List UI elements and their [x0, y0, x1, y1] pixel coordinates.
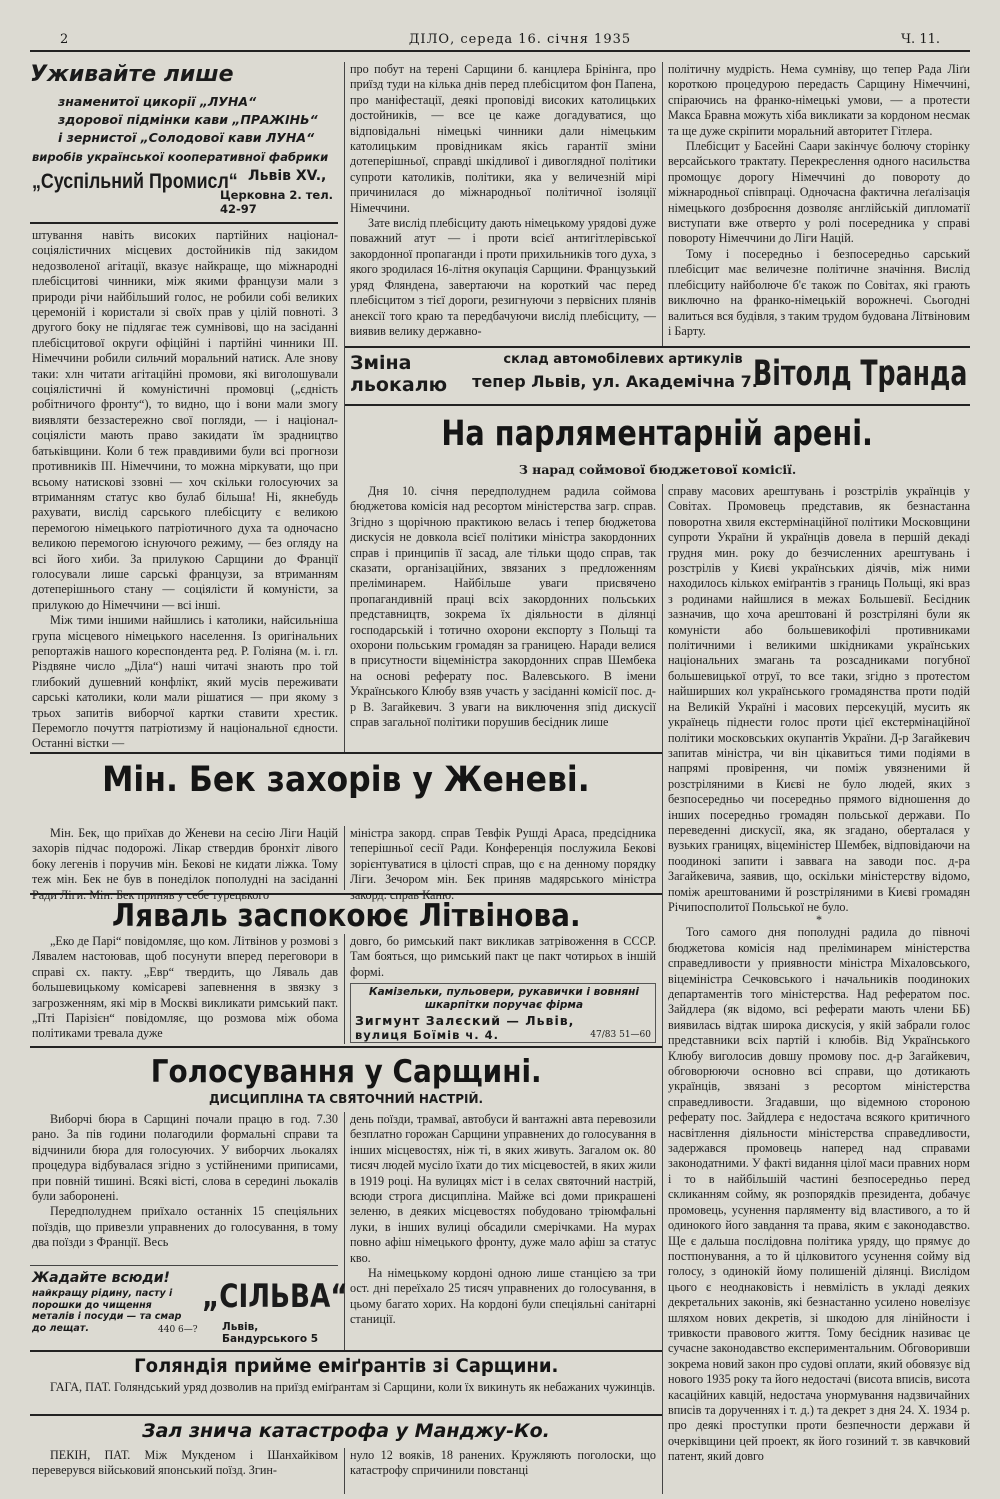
vote-headline: [30, 1050, 662, 1094]
ad-silva-address: Львів, Бандурського 5: [222, 1321, 319, 1345]
paragraph: міністра закорд. справ Тевфік Рушді Араса, предсідника теперішньої сесії Ради. Конференція послужила Бекові зорієнтуватися в цілості справ, що є на денному порядку Ліги. Зечором мін. Бек приняв мадярського міністра закорд. справ Каню.: [350, 826, 656, 902]
vote-col1: [32, 1112, 338, 1260]
ad-luna-title: Уживайте лише: [30, 62, 234, 87]
ad-tranda-mid2: тепер Львів, ул. Академічна 7.: [472, 372, 758, 391]
ad-luna-line4: виробів української кооперативної фабрики: [32, 150, 329, 164]
parliament-subhead: З нарад соймової бюджетової комісії.: [518, 462, 797, 477]
article-col2-top: [350, 62, 656, 342]
article-col3-top: [668, 62, 970, 344]
issue-number: Ч. 11.: [901, 32, 940, 47]
parliament-headline: [345, 410, 970, 460]
ad-luna-city: Львів XV.,: [248, 168, 327, 184]
masthead-date: ДІЛО, середа 16. січня 1935: [408, 32, 632, 47]
ad-zaleski-code: 47/83 51—60: [590, 1030, 651, 1040]
beck-headline: [30, 756, 662, 806]
paragraph: Між тими іншими найшлись і католики, найсильніша група місцевого німецького населення. Із оригінальних репортажів нашого кореспондента ред. Р. Голіяна (м. і. гл. Різдвяне число „Діла“) наші читачі знають про той глибокий душевний конфлікт, який мусів переживати сарські католики, коли мали рішатися — при якому з трьох запитів виборчої картки ставити хрестик. Перемогло почуття патріотизму й національної єдности. Останні вістки —: [32, 613, 338, 751]
paragraph: Зате вислід плебісциту дають німецькому урядові дуже поважний атут — і проти всієї антигітлерівської закордонної пропаганди і проти прихильників того духа, з якого зродилася 16-літня окупація Сарщини. Французький уряд Фляндена, завертаючи на короткий час перед плебісцитом з тієї дороги, резигнуючи з первісних плянів анексії того краю та передбачуючи вислід плебісциту, — виявив велику державно-: [350, 216, 656, 338]
parliament-col1: [350, 484, 656, 746]
ad-silva-code: 440 6—?: [158, 1325, 198, 1335]
ad-tranda-left: Зміна льокалю: [350, 352, 448, 396]
ad-silva: [30, 1265, 348, 1345]
ad-tranda-name: Вітолд Транда: [753, 354, 968, 394]
beck-headline-text: Мін. Бек захорів у Женеві.: [102, 760, 590, 800]
paragraph: ПЕКІН, ПАТ. Між Мукденом і Шанхайківом переверувся військовий японський поїзд. Згин-: [32, 1448, 338, 1478]
laval-col2: [350, 934, 656, 982]
paragraph: Дня 10. січня передполуднем радила соймова бюджетова комісія над ресортом міністерства загр. справ. Згідно з щорічною практикою велась і тепер бюджетова дискусія не довкола всієї політики міністра закордонних справ і принципів її засад, але тільки щодо справ, так сказати, організаційних, звязаних з предложенням преліминарем. Найбільше уваги присвячено пропагандивній праці всіх закордонних польських представництв, зокрема їх діяльности в ділянці господарській і тотично охорони експорту з Польщі та охорони польським громадян за границею. Наради велися в присутности віцеміністра закордонних справ Шембека на основі реферату пос. Валевського. В імени Українського Клюбу взяв участь у засіданні комісії пос. д-р В. Загайкевич. З уваги на виключення зпід дискусії справ загальної політики порушив бесідник лише: [350, 484, 656, 730]
ad-silva-line1: Жадайте всюди!: [32, 1270, 170, 1286]
ad-zaleski-name: Зигмунт Залєский — Львів,: [355, 1013, 575, 1028]
laval-headline: [30, 896, 662, 936]
manchu-col2: [350, 1448, 656, 1494]
ad-luna-line2: здорової підмінки кави „ПРАЖІНЬ“: [58, 112, 318, 127]
paragraph: На німецькому кордоні одною лише станцією за три ост. дні переїхало 25 тисяч управнених до голосування, в цьому багато хорих. На кордоні були спеціяльні санітарні станиції.: [350, 1266, 656, 1327]
manchu-headline-text: Зал знича катастрофа у Манджу-Ко.: [142, 1420, 550, 1442]
paragraph: про побут на терені Сарщини б. канцлера Брінінга, про приїзд туди на кілька днів перед плебісцитом фон Папена, про маніфестації, деякі проповіді високих католицьких достойників, — все це каже догадуватися, що відповідальні німецькі чинники дали німецьким католицьким провідникам якісь гарантії зміни дотеперішньої, справді шкідливої і дивоглядної політики супроти католиків, політики, яка у величезній мірі причинилася до міжнародньої політичної ізоляції Німеччини.: [350, 62, 656, 215]
vote-subhead: ДИСЦИПЛІНА ТА СВЯТОЧНИЙ НАСТРІЙ.: [208, 1092, 484, 1106]
paragraph: Плебісцит у Басейні Саари закінчує болючу сторінку версайського трактату. Перекреслення одного насильства промощує дорогу Німеччині до повороту до міжнародньої співпраці. Одночасна фактична леґалізація німецького дозброєння дозволяє англійській дипломатії виступати вже отверто у ролі посередника у справі повороту Німеччини до Ліги Націй.: [668, 139, 970, 246]
page-header: [30, 30, 970, 52]
vote-headline-text: Голосування у Сарщині.: [150, 1054, 542, 1090]
laval-headline-text: Ляваль заспокоює Літвінова.: [111, 898, 581, 934]
paragraph: день поїзди, трамваї, автобуси й вантажні авта перевозили безплатно горожан Сарщини управнених до голосування в інших місцевостях, ніж ті, в яких живуть. Загалом ок. 80 тисяч людей мусіло їхати до тих місцевостей, в яких жили в 1919 році. На вулицях міст і в селах святочний настрій, всюди строга дисципліна. Майже всі доми прикрашені зеленю, в деяких місцевостях побудовано тріюмфальні луки, в інших вулиці обсадили смерічками. На мурах повно афіш німецького фронту, дуже мало афіш за статус кво.: [350, 1112, 656, 1265]
paragraph: Мін. Бек, що приїхав до Женеви на сесію Ліги Націй захорів підчас подорожі. Лікар ствердив бронхіт лівого боку легенів і поручив мін. Бекові не кидати ліжка. Тому теж мін. Бек не був в понеділок пополудні на засіданні Ради Ліги. Мін. Бек приняв у себе турецького: [32, 826, 338, 902]
ad-zaleski: [350, 983, 656, 1043]
paragraph: Передполуднем приїхало останніх 15 спеціяльних поїздів, що привезли управнених до голосування, в тому два поїзди з Франції. Весь: [32, 1204, 338, 1250]
parliament-col2: справу масових арештувань і розстрілів українців у Совітах. Промовець представив, як безнастанна поворотна хвиля екстермінаційної політики Московщини супроти України й українців довела в першій декаді грудня мин. року до безчисленних арештувань і розстрілів у Києві українських діячів, між ними находилось кількох еміґрантів з границь Польщі, які враз з родинами найшлися в межах Большевії. Бесідник зазначив, що хоча арештовані й розстріляні були як комуністи або большевикофілі противниками політичними і великими шкідниками українських національних змагань та розсадниками погубної большевицької отруї, то все таки, згідно з протестом найширших кол українського громадянства проти подій на Великій Україні і масових персекуцій, мусить як українець піднести голос проти цієї екстермінаційної політики московських окупантів України. Д-р Загайкевич запитав міністра, чи він цікавиться тими подіями в напрямі провірення, чи поміж увязненими й розстріляними в Києві не було людей, яких з безпосередньо чи посередньо прямого відношення до інших посередньо громадян польської держави. По переведенні дискусії, яка, як згадано, оберталася у вузьких границях, віцеміністер Шембек, відповідаючи на поодинокі запити і заввага на заводи пос. д-ра Загайкевича, заявив, що, оскільки міністерству відомо, поміж арештованими й розстріляними в Києві громадян Річипосполитої Польської не було. * Того самого дня пополудні радила до півночі бюджетова комісія над преліминарем міністерства справедливости у приявности міністра Міхаловського, віцеміністра Сечковського і начальників поодиноких департаментів того міністерства. Над рефератом пос. Зайдлера (як відомо, всі реферати мають члени ББ) виявилась відтак широка дискусія, у якій забрали голос представники всіх партій і клюбів. Від Українського Клюбу виголосив довшу промову пос. д-р Загайкевич, обговорюючи основно всі справи, що дотикають українців, звязані з ресортом міністерства справедливости. Згадавши, що відемною стороною реферату пос. Зайдлера є недостача всякого критичного насвітлення діяльности міністерства справедливости, задержався промовець наперед над справами законодатними. У факті видання цілої маси правних норм і то в найбільшій частині безпосередньо перед скликанням сойму, як розпорядків президента, добачує промовець, усунення парляменту від властивого, а то й одинокого його завдання та права, яким є законодавство. Ще є дальша послідовна політика уряду, що прямує до постпонування, а то й цілковитого усунення сойму від голосу, з одинокій йому полишеній ділянці. Вислідом цього є неоднаковість і невмілість в укладі деяких декретальних законів, які безнастанно усилено новелізує шляхом нових декретів, зі шкодою для лінійности і тривкости правового життя. Тому бесідник називає це сучасне законодавство експериментальним. Обговоривши зокрема новий закон про судові оплати, який обовязує від нового 1935 року та його недостачі (висота вписів, висота касаційних кавцій, недостача унормування надзвичайних вписів та дорученнях і т. д.) та декрет з дня 24. X. 1934 р. про деякі проступки проти безпечности держави й очерківщини цей проект, як його гозиний т. зв кавчковий патент, який довго: [668, 484, 970, 1464]
paragraph: Тому і посередньо і безпосередньо сарський плебісцит має величезне політичне значіння. Вислід плебісциту найболюче б'є також по Совітах, які грають виключно на франко-німецькій ворожнечі. Сьогодні валиться вся будівля, з таким трудом будована Літвіновим і Барту.: [668, 246, 970, 338]
beck-col1: [32, 826, 338, 902]
paragraph: Виборчі бюра в Сарщині почали працю в год. 7.30 рано. За пів години полагодили формальні справи та відчинили бюра для голосуючих. У виборчих льокалях процедура відбувалася згідно з устійненими приписами, при повній тишині. Всякі вісті, слова в середині льокалів були заборонені.: [32, 1112, 338, 1204]
holland-headline: [30, 1352, 662, 1380]
ad-tranda-mid1: склад автомобілевих артикулів: [503, 352, 743, 367]
paragraph: Того самого дня пополудні радила до півночі бюджетова комісія над преліминарем міністерства справедливости у приявности міністра Міхаловського, віцеміністра Сечковського і начальників поодиноких департаментів того міністерства. Над рефератом пос. Зайдлера (як відомо, всі реферати мають члени ББ) виявилась відтак широка дискусія, у якій забрали голос представники всіх партій і клюбів. Від Українського Клюбу виголосив довшу промову пос. д-р Загайкевич, обговорюючи основно всі справи, що дотикають українців, звязані з ресортом міністерства справедливости. Згадавши, що відемною стороною реферату пос. Зайдлера є недостача всякого критичного насвітлення діяльности міністерства справедливости, задержався промовець наперед над справами законодатними. У факті видання цілої маси правних норм і то в найбільшій частині безпосередньо перед скликанням сойму, як розпорядків президента, добачує промовець, усунення парляменту від властивого, а то й одинокого його завдання та права, яким є законодавство. Ще є дальша послідовна політика уряду, що прямує до постпонування, а то й цілковитого усунення сойму від голосу, з одинокій йому полишеній ділянці. Вислідом цього є неоднаковість і невмілість в укладі деяких декретальних законів, які безнастанно усилено новелізує шляхом нових декретів, зі шкодою для лінійности і тривкости правового життя. Тому бесідник називає це сучасне законодавство експериментальним. Обговоривши зокрема новий закон про судові оплати, який обовязує від нового 1935 року та його недостачі (висота вписів, висота касаційних кавцій, недостача унормування надзвичайних вписів та дорученнях і т. д.) та декрет з дня 24. X. 1934 р. про деякі проступки проти безпечности держави й очерківщини цей проект, як його гозиний т. зв кавчковий патент, який довго: [668, 925, 970, 1464]
paragraph: нуло 12 вояків, 18 ранених. Кружляють поголоски, що катастрофу спричинили повстанці: [350, 1448, 656, 1478]
vote-col2: [350, 1112, 656, 1352]
page-number: 2: [60, 32, 69, 47]
paragraph: справу масових арештувань і розстрілів українців у Совітах. Промовець представив, як безнастанна поворотна хвиля екстермінаційної політики Московщини супроти України й українців довела в першій декаді грудня мин. року до безчисленних арештувань і розстрілів у Києві українських діячів, між ними находилось кількох еміґрантів з границь Польщі, які враз з родинами найшлися в межах Большевії. Бесідник зазначив, що хоча арештовані й розстріляні були як комуністи або большевикофілі противниками політичними і великими шкідниками українських національних змагань та розсадниками погубної большевицької отруї, то все таки, згідно з протестом найширших кол українського громадянства проти подій на Великій Україні і масових персекуцій, мусить як українець піднести голос проти цієї екстермінаційної політики московських окупантів України. Д-р Загайкевич запитав міністра, чи він цікавиться тими подіями в напрямі провірення, чи поміж увязненими й розстріляними в Києві не було людей, яких з безпосередньо чи посередньо прямого відношення до інших посередньо громадян польської держави. По переведенні дискусії, яка, як згадано, оберталася у вузьких границях, віцеміністер Шембек, відповідаючи на поодинокі запити і заввага на заводи пос. д-ра Загайкевича, заявив, що, оскільки міністерству відомо, поміж арештованими й розстріляними в Києві громадян Річипосполитої Польської не було.: [668, 484, 970, 914]
ad-luna-address: Церковна 2. тел. 42-97: [220, 188, 334, 216]
parliament-headline-text: На парляментарній арені.: [441, 414, 874, 454]
paragraph: „Еко де Парі“ повідомляє, що ком. Літвінов у розмові з Лявалем настоював, щоб посунути вперед переговори в справі сх. пакту. „Евр“ твердить, що Ляваль дав большевицькому комісареві запевнення в звязку з загрозженням, які мір в Москві викликати римський пакт. „Пті Парізієн“ повідомляє, що розмова між обома політиками тревала дуже: [32, 934, 338, 1041]
manchu-headline: [30, 1416, 662, 1446]
ad-zaleski-line1: Камізельки, пульовери, рукавички і вовняні шкарпітки поручає фірма: [369, 986, 639, 1011]
ad-luna: [30, 58, 340, 223]
paragraph: політичну мудрість. Нема сумніву, що тепер Рада Ліґи короткою процедурою передасть Сарщину Німеччині, спіраючись на франко-німецькі умови, — а протести Макса Бравна можуть хіба викликати за кордоном несмак та ще дуже скріпити моральний авторитет Гітлера.: [668, 62, 970, 138]
paragraph: ГАГА, ПАТ. Голяндський уряд дозволив на приїзд еміґрантам зі Сарщини, коли їх викинуть як небажаних чужинців.: [50, 1380, 656, 1394]
ad-luna-brand: „Суспільний Промисл“: [32, 170, 238, 193]
paragraph: довго, бо римський пакт викликав затрівоження в СССР. Там бояться, що римський пакт це пакт чотирьох в іншій формі.: [350, 934, 656, 979]
holland-body: [32, 1380, 656, 1412]
manchu-col1: [32, 1448, 338, 1494]
ad-silva-brand: „СІЛЬВА“: [202, 1277, 348, 1315]
beck-col2: [350, 826, 656, 902]
ad-zaleski-address: вулиця Боїмів ч. 4.: [355, 1028, 500, 1042]
ad-luna-line3: і зернистої „Солодової кави ЛУНА“: [58, 130, 315, 145]
paragraph: штування навіть високих партійних націонал-соціялістичних місцевих достойників під закидом недозволеної агітації, вказує найкраще, що міжнародні плебісцитові чинники, між якими французи мали з природи річи найбільший голос, не робили собі великих церемоній і користали зі своїх прав у цілій повноті. З другого боку не підлягає теж сумнівові, що на засіданні плебісцитової округи офіційні і партійні чинники III. Німеччини робили сильчий моральний натиск. Але знову таки: хлн читати агітаційні промови, які виголошували соціялістичні й комуністичні промовці („єдність робітничого фронту“), то видно, що і вони мали змогу виявляти беззастережно свої погляди, — і націонал-соціялісти мають право закидати їм зрадництво батьківщини. Коли б теж правдивими були всі прогнози противників III. Німеччини, то можна міркувати, що при всьому натискові ззовні — хоч скільки голосуючих за втриманням статус кво булаб більша! Ні, якнебудь рахувати, вислід сарського плебісциту є великою перемогою німецького патріотичного духа та одночасно великою перемогою існуючого режиму, — без огляду на всі його хиби. За прилукою Сарщини до Франції голосували лише сарські французи, за втриманням дотеперішнього стану — соціялісти й комуністи, за прилукою до Німеччини — всі інші.: [32, 228, 338, 612]
ad-luna-line1: знаменитої цикорії „ЛУНА“: [58, 94, 257, 109]
ad-silva-line2: найкращу рідину, пасту і порошки до чищення металів і посуди — та смар до лещат.: [32, 1288, 182, 1334]
article-col1-top: [32, 228, 338, 751]
ad-tranda: [348, 350, 970, 406]
laval-col1: [32, 934, 338, 1046]
holland-headline-text: Голяндія прийме еміґрантів зі Сарщини.: [133, 1355, 559, 1377]
